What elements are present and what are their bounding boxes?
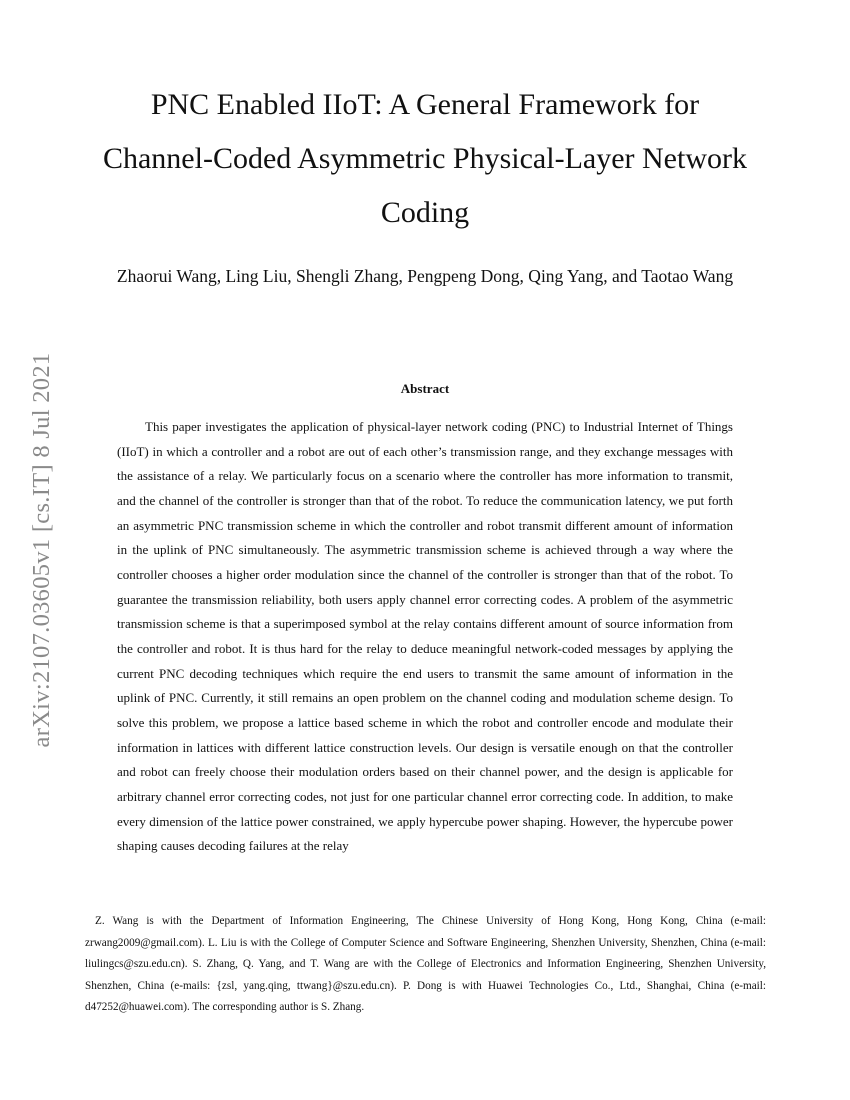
- author-list: Zhaorui Wang, Ling Liu, Shengli Zhang, Pengpeng Dong, Qing Yang, and Taotao Wang: [116, 266, 734, 286]
- abstract-heading: Abstract: [400, 381, 450, 396]
- affiliation-footnote: Z. Wang is with the Department of Information Engineering, The Chinese University of Hong Kong, Hong Kong, China (e-mail: zrwang2009@gmail.com). L. Liu is with the College of Computer Science and Software Engineering, Shenzhen University, Shenzhen, China (e-mail: liulingcs@szu.edu.cn). S. Zhang, Q. Yang, and T. Wang are with the College of Electronics and Information Engineering, Shenzhen University, Shenzhen, China (e-mails: {zsl, yang.qing, ttwang}@szu.edu.cn). P. Dong is with Huawei Technologies Co., Ltd., Shanghai, China (e-mail: d47252@huawei.com). The corresponding author is S. Zhang.: [85, 915, 766, 1014]
- paper-title: PNC Enabled IIoT: A General Framework for Channel-Coded Asymmetric Physical-Layer Network Coding: [102, 88, 747, 229]
- arxiv-identifier: arXiv:2107.03605v1 [cs.IT] 8 Jul 2021: [28, 352, 55, 748]
- abstract-body: This paper investigates the application of physical-layer network coding (PNC) to Industrial Internet of Things (IIoT) in which a controller and a robot are out of each other’s transmission range, and they exchange messages with the assistance of a relay. We particularly focus on a scenario where the controller has more information to transmit, and the channel of the controller is stronger than that of the robot. To reduce the communication latency, we put forth an asymmetric PNC transmission scheme in which the controller and robot transmit different amount of information in the uplink of PNC simultaneously. The asymmetric transmission scheme is achieved through a way where the controller chooses a higher order modulation since the channel of the controller is stronger than that of the robot. To guarantee the transmission reliability, both users apply channel error correcting codes. A problem of the asymmetric transmission scheme is that a superimposed symbol at the relay contains different amount of source information from the controller and robot. It is thus hard for the relay to deduce meaningful network-coded messages by applying the current PNC decoding techniques which require the end users to transmit the same amount of information in the uplink of PNC. Currently, it still remains an open problem on the channel coding and modulation scheme design. To solve this problem, we propose a lattice based scheme in which the robot and controller encode and modulate their information in lattices with different lattice construction levels. Our design is versatile enough on that the controller and robot can freely choose their modulation orders based on their channel power, and the design is applicable for arbitrary channel error correcting codes, not just for one particular channel error correcting code. In addition, to make every dimension of the lattice power constrained, we apply hypercube power shaping. However, the hypercube power shaping causes decoding failures at the relay: [117, 419, 733, 854]
